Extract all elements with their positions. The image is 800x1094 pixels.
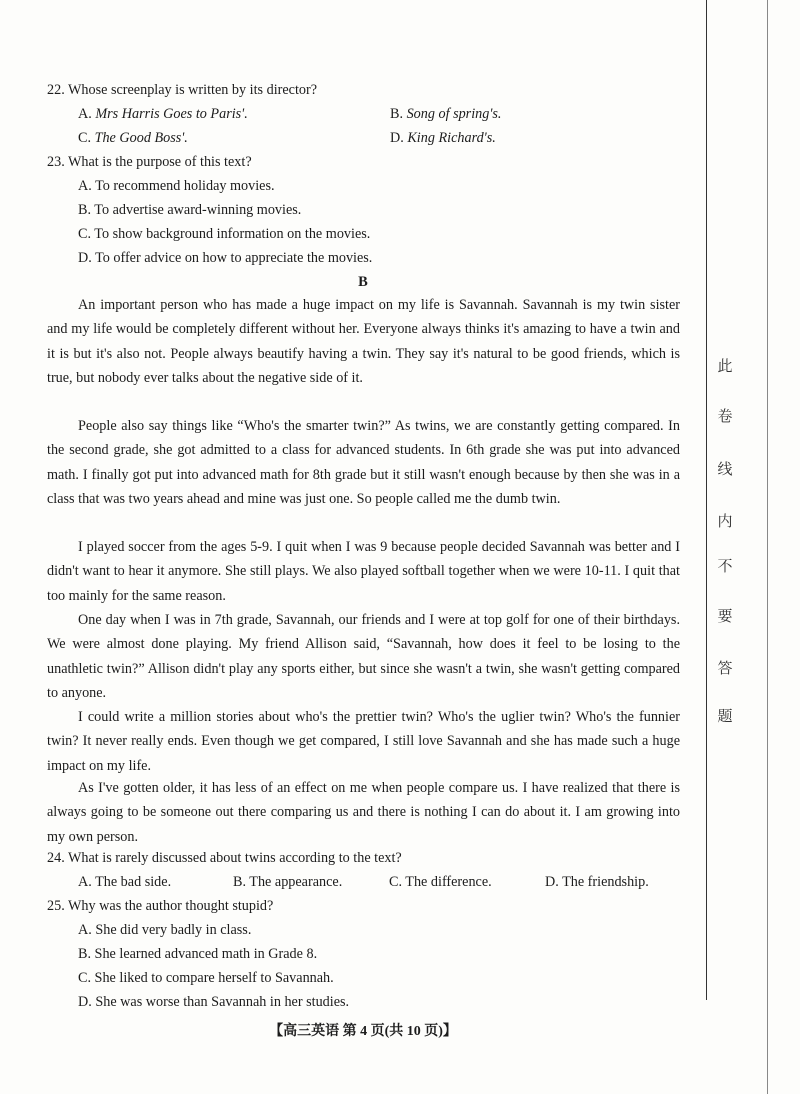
page-footer: 【高三英语 第 4 页(共 10 页)】 <box>269 1024 457 1039</box>
binding-line <box>706 0 707 1000</box>
section-b-heading: B <box>358 274 368 290</box>
q25-option-c: C. She liked to compare herself to Savannah. <box>78 970 334 986</box>
passage-paragraph-2: People also say things like “Who's the smarter twin?” As twins, we are constantly getting compared. In the second grade, she got admitted to a class for advanced students. In 6th grade she was put into advanced math. I finally got put into advanced math for 8th grade but it still wasn't enough because by then she was in a class that was two years ahead and mine was just one. So people called me the dumb twin. <box>47 418 680 507</box>
q23-option-b: B. To advertise award-winning movies. <box>78 202 302 218</box>
q25-option-a: A. She did very badly in class. <box>78 922 252 938</box>
q23-option-a: A. To recommend holiday movies. <box>78 178 275 194</box>
binding-char: 不 <box>717 557 733 575</box>
q22-option-c: C. The Good Boss'. <box>78 130 188 146</box>
q24-option-b: B. The appearance. <box>233 874 343 890</box>
q22-option-d: D. King Richard's. <box>390 130 496 146</box>
binding-char: 要 <box>717 607 733 625</box>
page-edge-line <box>767 0 768 1094</box>
q24-option-a: A. The bad side. <box>78 874 172 890</box>
passage-paragraph-1: An important person who has made a huge impact on my life is Savannah. Savannah is my twin sister and my life would be completely different without her. Everyone always thinks it's amazing to have a twin and it is but it's also not. People always beautify having a twin. They say it's natural to be good friends, which is true, but nobody ever talks about the negative side of it. <box>47 297 680 386</box>
passage-paragraph-3: I played soccer from the ages 5-9. I quit when I was 9 because people decided Savannah was better and I didn't want to hear it anymore. She still plays. We also played softball together when we were 10-11. I quit that too mainly for the same reason. <box>47 539 680 604</box>
q22-option-b: B. Song of spring's. <box>390 106 502 122</box>
passage-paragraph-6: As I've gotten older, it has less of an effect on me when people compare us. I have realized that there is always going to be someone out there comparing us and there is nothing I can do about it. I am growing into my own person. <box>47 780 680 845</box>
q25-option-b: B. She learned advanced math in Grade 8. <box>78 946 318 962</box>
q22-option-a: A. Mrs Harris Goes to Paris'. <box>78 106 248 122</box>
question-24-stem: 24. What is rarely discussed about twins according to the text? <box>47 850 402 866</box>
passage-paragraph-4: One day when I was in 7th grade, Savannah, our friends and I were at top golf for one of their birthdays. We were almost done playing. My friend Allison said, “Savannah, how does it feel to be losing to the unathletic twin?” Allison didn't play any sports either, but since she wasn't a twin, she wasn't getting compared to anyone. <box>47 612 680 701</box>
binding-char: 线 <box>717 460 733 478</box>
passage-paragraph-5: I could write a million stories about who's the prettier twin? Who's the uglier twin? Who's the funnier twin? It never really ends. Even though we get compared, I still love Savannah and she has made such a huge impact on my life. <box>47 709 680 774</box>
question-22-stem: 22. Whose screenplay is written by its director? <box>47 82 318 98</box>
q24-option-c: C. The difference. <box>389 874 492 890</box>
binding-char: 答 <box>717 659 733 677</box>
q23-option-d: D. To offer advice on how to appreciate the movies. <box>78 250 373 266</box>
binding-char: 题 <box>717 707 733 725</box>
q25-option-d: D. She was worse than Savannah in her studies. <box>78 994 350 1010</box>
question-23-stem: 23. What is the purpose of this text? <box>47 154 252 170</box>
q24-option-d: D. The friendship. <box>545 874 649 890</box>
question-25-stem: 25. Why was the author thought stupid? <box>47 898 274 914</box>
q23-option-c: C. To show background information on the movies. <box>78 226 371 242</box>
binding-char: 内 <box>717 512 733 530</box>
binding-char: 此 <box>717 357 733 375</box>
binding-char: 卷 <box>717 407 733 425</box>
